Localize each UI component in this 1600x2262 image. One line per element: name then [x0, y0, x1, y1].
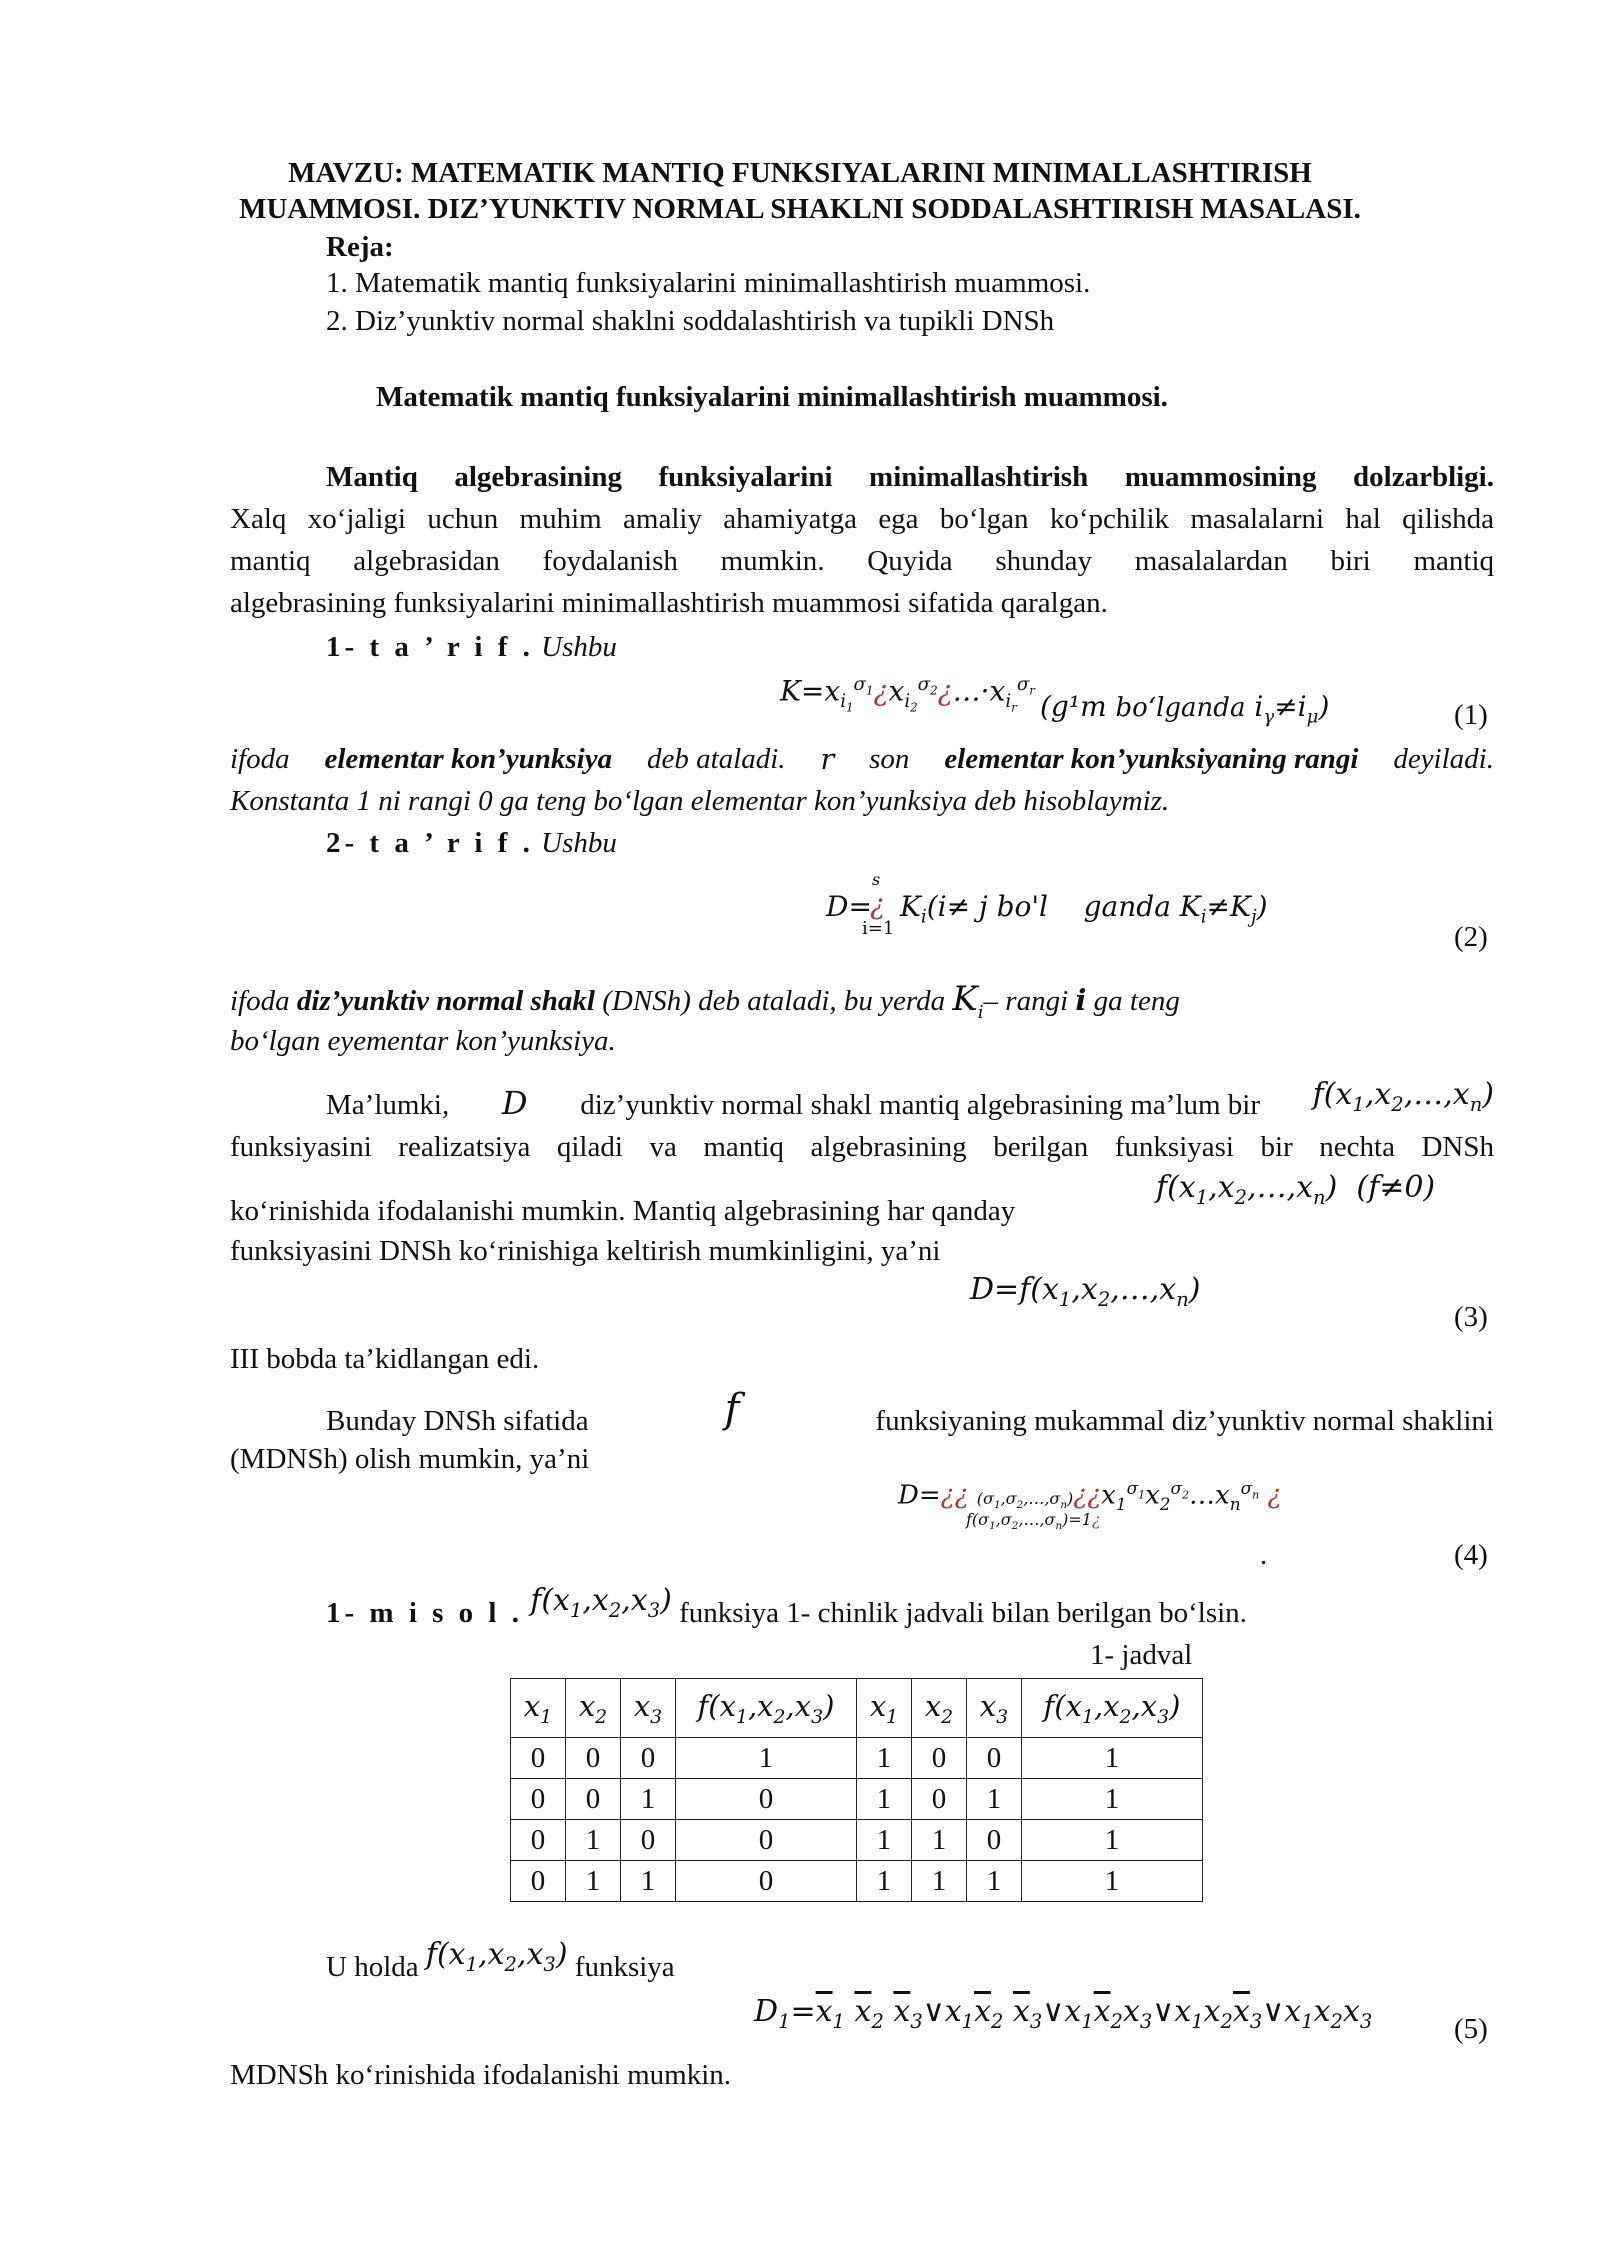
col-x1b: $x_1$ — [857, 1679, 912, 1738]
table-cell: 1 — [912, 1861, 967, 1902]
def2-label: 2- t a ’ r i f . — [326, 827, 534, 859]
truth-table-wrapper — [510, 1678, 1203, 1902]
table-cell: 1 — [566, 1861, 621, 1902]
def1-formula-K: K= — [780, 674, 825, 708]
table-cell: 1 — [967, 1861, 1022, 1902]
def1-formula-rest: …· — [952, 674, 990, 708]
table-cell: 0 — [967, 1738, 1022, 1779]
table-cell: 0 — [912, 1738, 967, 1779]
table-cell: 0 — [621, 1738, 676, 1779]
def1-line-1 — [230, 738, 1494, 780]
para2-text-b: diz’yunktiv normal shakl mantiq algebrasining ma’lum bir — [580, 1089, 1260, 1121]
table-cell: 0 — [967, 1820, 1022, 1861]
def2-formula-D: D= — [826, 890, 872, 923]
eq-number-2: (2) — [1454, 921, 1488, 953]
table-cell: 1 — [676, 1738, 857, 1779]
def1-term-rangi: elementar kon’yunksiyaning rangi — [944, 743, 1359, 775]
table-cell: 0 — [621, 1820, 676, 1861]
title-line-1: MAVZU: MATEMATIK MANTIQ FUNKSIYALARINI MINIMALLASHTIRISH — [288, 157, 1312, 189]
def2-term-dnsh: diz’yunktiv normal shakl — [296, 985, 595, 1017]
table-cell: 0 — [511, 1861, 566, 1902]
def2-K-letter: K — [952, 979, 978, 1019]
para2-f-x: $f(x_1,x_2,\dots,x_n)$ — [1312, 1077, 1494, 1116]
def2-formula-body: $K_i(i\ne j$ bo'l ganda $K_i\ne K_j$) — [900, 890, 1268, 928]
col-x2: $x_2$ — [566, 1679, 621, 1738]
def2-text-d: – rangi — [983, 985, 1069, 1017]
def2-k: K — [900, 890, 921, 923]
col-x2b: $x_2$ — [912, 1679, 967, 1738]
col-x3: $x_3$ — [621, 1679, 676, 1738]
eq-number-1: (1) — [1454, 699, 1488, 731]
para3-f: f — [724, 1386, 740, 1432]
example1-label: 1- m i s o l . — [326, 1597, 523, 1629]
def2-ushbu: Ushbu — [541, 827, 617, 859]
table-cell: 1 — [967, 1779, 1022, 1820]
para1-lead: Mantiq algebrasining funksiyalarini minimallashtirish muammosining dolzarbligi. — [326, 461, 1494, 493]
eq3-formula: $D=f(x_1,x_2,\dots,x_n)$ — [970, 1272, 1201, 1311]
def1-line-2: Konstanta 1 ni rangi 0 ga teng bo‘lgan elementar kon’yunksiya deb hisoblaymiz. — [230, 785, 1170, 817]
def2-sum-top: s — [872, 870, 881, 889]
def1-text-c: deb ataladi. — [646, 743, 786, 775]
section-heading: Matematik mantiq funksiyalarini minimallashtirish muammosi. — [376, 381, 1168, 413]
para1-line-4: algebrasining funksiyalarini minimallashtirish muammosi sifatida qaralgan. — [230, 587, 1108, 619]
eq4-dot: . — [1260, 1539, 1268, 1571]
table-cell: 1 — [621, 1861, 676, 1902]
def2-sum-symbol: ¿ — [870, 888, 886, 921]
def1-text-a: ifoda — [230, 743, 290, 775]
table-cell: 0 — [566, 1738, 621, 1779]
def2-K: $K_i$ — [952, 979, 984, 1023]
def1-term-elementar: elementar kon’yunksiya — [324, 743, 613, 775]
para2-D: D — [501, 1084, 528, 1122]
example1-f: $f(x_1,x_2,x_3)$ — [530, 1583, 672, 1622]
para2-f-x-2: $f(x_1,x_2,\dots,x_n)$ (f≠0) — [1156, 1170, 1436, 1209]
para3-line-1 — [326, 1386, 1494, 1442]
table-cell: 0 — [511, 1779, 566, 1820]
eq-number-3: (3) — [1454, 1301, 1488, 1333]
para2-text-line3: ko‘rinishida ifodalanishi mumkin. Mantiq algebrasining har qanday — [230, 1195, 1016, 1227]
table-cell: 1 — [857, 1861, 912, 1902]
def2-header — [326, 822, 617, 864]
example1-text: funksiya 1- chinlik jadvali bilan berilgan bo‘lsin. — [679, 1597, 1247, 1629]
para1-line-3: mantiq algebrasidan foydalanish mumkin. Quyida shunday masalalardan biri mantiq — [230, 545, 1494, 577]
para2-line-5: III bobda ta’kidlangan edi. — [230, 1343, 540, 1375]
table-cell: 1 — [621, 1779, 676, 1820]
def1-cond-text: bo‘lganda — [1115, 693, 1246, 723]
def2-text-c: (DNSh) deb ataladi, bu yerda — [602, 985, 946, 1017]
para1-line-2: Xalq xo‘jaligi uchun muhim amaliy ahamiyatga ega bo‘lgan ko‘pchilik masalalarni hal qilishda — [230, 503, 1494, 535]
def2-text-a: ifoda — [230, 985, 290, 1017]
table-row — [511, 1738, 1203, 1779]
def1-text-d: son — [869, 743, 910, 775]
eq4-formula: D=¿¿ $(\sigma_1,\sigma_2,\dots,\sigma_n)¿¿x_1^{\sigma_1}x_2^{\sigma_2}\dots x_n^{\sigma_n}$ ¿ $f(\sigma_1,\sigma_2,\dots,\sigma_n)=1¿$ — [898, 1478, 1282, 1533]
def2-i: i — [1075, 983, 1087, 1017]
def1-label: 1- t a ’ r i f . — [326, 631, 534, 663]
table-row — [511, 1861, 1203, 1902]
table-cell: 0 — [511, 1738, 566, 1779]
table-row — [511, 1779, 1203, 1820]
table-cell: 0 — [511, 1820, 566, 1861]
para2-line-3 — [230, 1190, 1015, 1232]
table-cell: 0 — [912, 1779, 967, 1820]
def2-cond3: ≠K — [1206, 890, 1251, 923]
table-cell: 0 — [566, 1779, 621, 1820]
table-cell: 1 — [1022, 1779, 1203, 1820]
def1-cond-i: i — [1254, 690, 1264, 723]
def1-ushbu: Ushbu — [541, 631, 617, 663]
plan-item-1: 1. Matematik mantiq funksiyalarini minimallashtirish muammosi. — [326, 267, 1091, 299]
def1-formula: $K=x_{i_1}^{\sigma_1}¿x_{i_2}^{\sigma_2}¿\dots\cdot x_{i_r}^{\sigma_r}$ — [780, 674, 1035, 715]
def2-line-2: bo‘lgan eyementar kon’yunksiya. — [230, 1025, 616, 1057]
table-header-row — [511, 1679, 1203, 1738]
eq-number-4: (4) — [1454, 1539, 1488, 1571]
def1-r: r — [820, 742, 835, 776]
def1-condition: (g¹m bo‘lganda $i_\gamma\ne i_\mu$) — [1040, 690, 1330, 728]
para2-line-4: funksiyasini DNSh ko‘rinishiga keltirish mumkinligini, ya’ni — [230, 1235, 941, 1267]
def1-text-f: deyiladi. — [1393, 743, 1494, 775]
def1-header — [326, 626, 617, 668]
para3-text-b: funksiyaning mukammal diz’yunktiv normal shaklini — [875, 1405, 1494, 1437]
last-line: MDNSh ko‘rinishida ifodalanishi mumkin. — [230, 2059, 732, 2091]
def1-cond-close: ) — [1318, 690, 1330, 723]
uholda-f: $f(x_1,x_2,x_3)$ — [425, 1937, 568, 1976]
def2-cond2: ganda K — [1083, 890, 1201, 923]
uholda-text: U holda — [326, 1951, 419, 1983]
col-x3b: $x_3$ — [967, 1679, 1022, 1738]
table-cell: 1 — [857, 1820, 912, 1861]
table-cell: 1 — [566, 1820, 621, 1861]
plan-label: Reja: — [326, 231, 394, 263]
para2-f-ne0: (f≠0) — [1356, 1170, 1436, 1205]
plan-item-2: 2. Diz’yunktiv normal shaklni soddalashtirish va tupikli DNSh — [326, 305, 1055, 337]
para2-line-2: funksiyasini realizatsiya qiladi va mantiq algebrasining berilgan funksiyasi bir nechta DNSh — [230, 1131, 1494, 1163]
table-cell: 1 — [857, 1738, 912, 1779]
col-x1: $x_1$ — [511, 1679, 566, 1738]
def1-cond-g: (g¹m — [1040, 690, 1107, 723]
def2-cond: (i≠ j bo'l — [926, 890, 1049, 923]
table-cell: 1 — [1022, 1861, 1203, 1902]
table-cell: 0 — [676, 1779, 857, 1820]
table-cell: 0 — [676, 1861, 857, 1902]
table-cell: 0 — [676, 1820, 857, 1861]
para2-text-a: Ma’lumki, — [326, 1089, 450, 1121]
table-caption: 1- jadval — [1090, 1639, 1193, 1671]
eq5-formula: $D_1=\overline{x}_1$ $\overline{x}_2$ $\overline{x}_3\vee x_1\overline{x}_2$ $\overline{x}_3\vee x_1\overline{x}_2x_3\vee x_1x_2\overline{x}_3\vee x_1x_2x_3$ — [754, 1994, 1373, 2033]
truth-table — [510, 1678, 1203, 1902]
para3-text-a: Bunday DNSh sifatida — [326, 1405, 589, 1437]
def2-sum-bottom: i=1 — [862, 918, 895, 939]
uholda-line — [326, 1937, 675, 1998]
table-cell: 1 — [857, 1779, 912, 1820]
col-f: $f(x_1,x_2,x_3)$ — [676, 1679, 857, 1738]
funksiya-text: funksiya — [574, 1951, 675, 1983]
table-row — [511, 1820, 1203, 1861]
table-cell: 1 — [912, 1820, 967, 1861]
def2-text-e: ga teng — [1093, 985, 1180, 1017]
eq-number-5: (5) — [1454, 2013, 1488, 2045]
eq3-lhs: D=f — [970, 1272, 1031, 1307]
table-cell: 1 — [1022, 1820, 1203, 1861]
table-cell: 1 — [1022, 1738, 1203, 1779]
para3-line-2: (MDNSh) olish mumkin, ya’ni — [230, 1443, 590, 1475]
title-line-2: MUAMMOSI. DIZ’YUNKTIV NORMAL SHAKLNI SODDALASHTIRISH MASALASI. — [239, 193, 1361, 225]
col-fb: $f(x_1,x_2,x_3)$ — [1022, 1679, 1203, 1738]
